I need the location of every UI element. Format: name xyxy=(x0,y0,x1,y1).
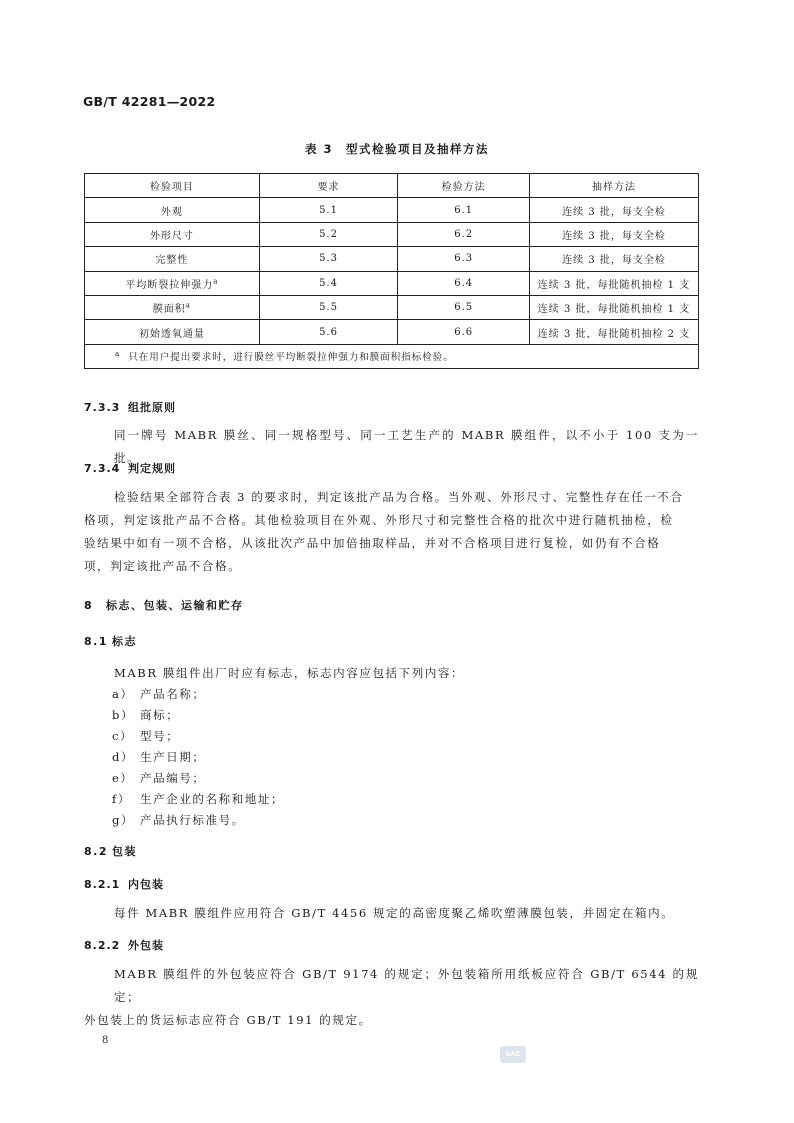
table-row xyxy=(85,295,699,319)
cell-sampling: 连续 3 批，每支全检 xyxy=(530,198,699,222)
column-header: 抽样方法 xyxy=(530,174,699,198)
cell-sampling: 连续 3 批，每批随机抽检 1 支 xyxy=(530,295,699,319)
page-number: 8 xyxy=(102,1035,109,1046)
heading-8-2: 8.2 包装 xyxy=(84,845,137,858)
table-footnote: $^a$ 只在用户提出要求时，进行膜丝平均断裂拉伸强力和膜面积指标检验。 xyxy=(85,344,699,368)
cell-requirement: 5.4 xyxy=(259,271,398,295)
table-row xyxy=(85,271,699,295)
table-footnote-row xyxy=(85,344,699,368)
list-item: d） 生产日期； xyxy=(112,750,206,764)
sac-logo-icon: SAC xyxy=(500,1046,526,1063)
cell-method: 6.4 xyxy=(398,271,530,295)
list-item: e） 产品编号； xyxy=(112,771,206,785)
cell-requirement: 5.5 xyxy=(259,295,398,319)
cell-item: 初始透氧通量 xyxy=(85,320,260,344)
cell-sampling: 连续 3 批，每支全检 xyxy=(530,222,699,246)
cell-method: 6.2 xyxy=(398,222,530,246)
paragraph-judgement: 检验结果全部符合表 3 的要求时，判定该批产品为合格。当外观、外形尺寸、完整性存在任一不合 格项，判定该批产品不合格。其他检验项目在外观、外形尺寸和完整性合格的批次中进行随机抽检，检 验结果中如有一项不合格，从该批次产品中加倍抽取样品，并对不合格项目进行复检，如仍有不合格 项，判定该批产品不合格。 xyxy=(84,490,684,573)
heading-8: 8 标志、包装、运输和贮存 xyxy=(84,599,244,612)
list-item: a） 产品名称； xyxy=(112,687,206,701)
heading-7-3-4: 7.3.4 判定规则 xyxy=(84,462,176,475)
paragraph-inner-packaging: 每件 MABR 膜组件应用符合 GB/T 4456 规定的高密度聚乙烯吹塑薄膜包装，并固定在箱内。 xyxy=(114,906,675,920)
paragraph-marking-intro: MABR 膜组件出厂时应有标志，标志内容应包括下列内容： xyxy=(114,666,465,680)
column-header: 检验方法 xyxy=(398,174,530,198)
list-item: f） 生产企业的名称和地址； xyxy=(112,792,285,806)
cell-sampling: 连续 3 批，每批随机抽检 2 支 xyxy=(530,320,699,344)
heading-8-2-1: 8.2.1 内包装 xyxy=(84,878,164,891)
list-item: b） 商标； xyxy=(112,708,180,722)
cell-sampling: 连续 3 批，每支全检 xyxy=(530,247,699,271)
cell-method: 6.1 xyxy=(398,198,530,222)
standard-code: GB/T 42281—2022 xyxy=(83,94,216,109)
cell-item: 外观 xyxy=(85,198,260,222)
inspection-table xyxy=(84,173,699,369)
cell-requirement: 5.2 xyxy=(259,222,398,246)
table-title: 表 3 型式检验项目及抽样方法 xyxy=(304,142,489,156)
cell-item: 膜面积$^a$ xyxy=(85,295,260,319)
cell-item: 完整性 xyxy=(85,247,260,271)
table-row xyxy=(85,222,699,246)
column-header: 检验项目 xyxy=(85,174,260,198)
cell-method: 6.3 xyxy=(398,247,530,271)
cell-requirement: 5.3 xyxy=(259,247,398,271)
list-item: c） 型号； xyxy=(112,729,180,743)
table-row xyxy=(85,320,699,344)
cell-item: 平均断裂拉伸强力$^a$ xyxy=(85,271,260,295)
table-row xyxy=(85,198,699,222)
heading-8-1: 8.1 标志 xyxy=(84,635,137,648)
cell-item: 外形尺寸 xyxy=(85,222,260,246)
cell-method: 6.5 xyxy=(398,295,530,319)
column-header: 要求 xyxy=(259,174,398,198)
paragraph-outer-packaging: MABR 膜组件的外包装应符合 GB/T 9174 的规定；外包装箱所用纸板应符合 GB/T 6544 的规定； 外包装上的货运标志应符合 GB/T 191 的规定。 xyxy=(84,967,699,1027)
cell-requirement: 5.1 xyxy=(259,198,398,222)
table-row xyxy=(85,247,699,271)
cell-requirement: 5.6 xyxy=(259,320,398,344)
paragraph-batching: 同一牌号 MABR 膜丝、同一规格型号、同一工艺生产的 MABR 膜组件，以不小于 100 支为一批。 xyxy=(114,428,699,465)
heading-8-2-2: 8.2.2 外包装 xyxy=(84,939,164,952)
list-item: g） 产品执行标准号。 xyxy=(112,813,245,827)
cell-sampling: 连续 3 批，每批随机抽检 1 支 xyxy=(530,271,699,295)
heading-7-3-3: 7.3.3 组批原则 xyxy=(84,401,176,414)
table-header-row xyxy=(85,174,699,198)
cell-method: 6.6 xyxy=(398,320,530,344)
